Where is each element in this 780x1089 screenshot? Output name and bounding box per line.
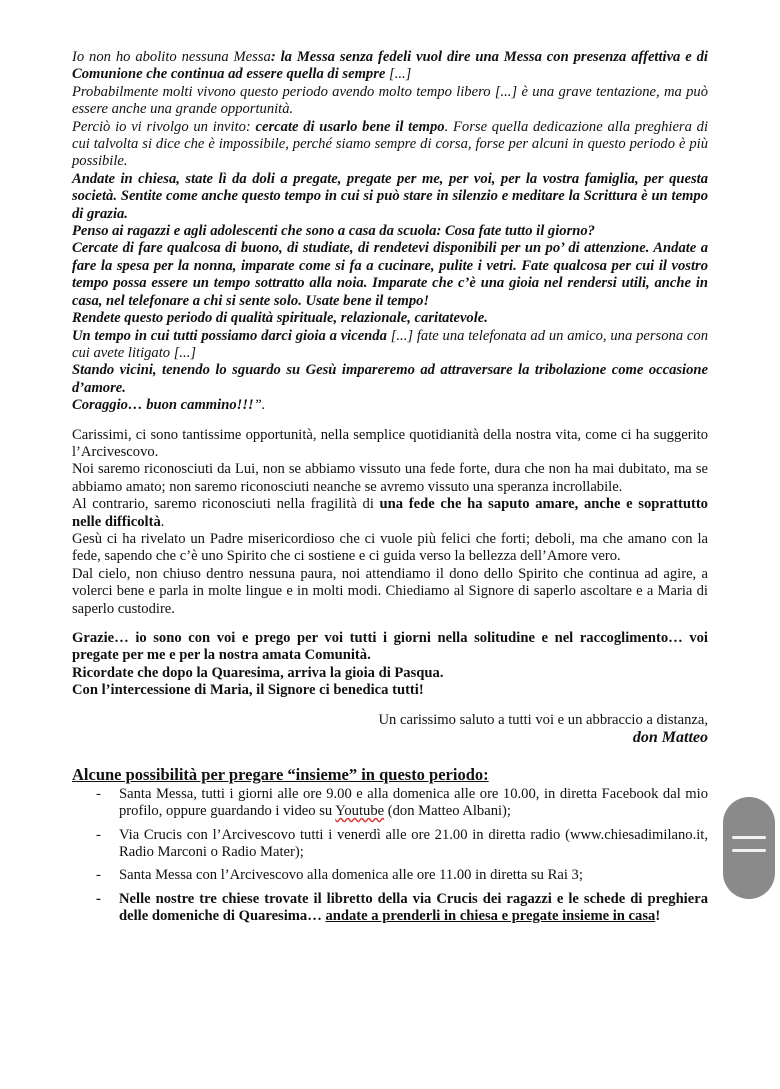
body-text-bold: una fede che ha saputo amare, anche e soprattutto nelle difficoltà [72,496,708,530]
scroll-handle[interactable] [723,797,775,899]
spacer [72,700,708,712]
body-paragraph-1: Carissimi, ci sono tantissime opportunità, nella semplice quotidianità della nostra vita, come ci ha suggerito l’Arcivescovo. [72,426,708,460]
quote-text: [...] fate una telefonata ad un amico, una persona con cui avete litigato [...] [72,327,709,361]
list-item-text: Santa Messa, tutti i giorni alle ore 9.00 e alla domenica alle ore 10.00, in diretta Facebook dal mio profilo, oppure guardando i video su [119,785,708,820]
document-page [72,49,708,932]
list-dash: - [96,867,101,884]
quote-text: ”. [253,397,266,414]
spacer [72,415,708,427]
list-item-text: (don Matteo Albani); [384,803,511,820]
list-item-text: Nelle nostre tre chiese trovate il libretto della via Crucis dei ragazzi e le schede di preghiera delle domeniche di Quaresima… [119,890,708,925]
list-item-text: Via Crucis con l’Arcivescovo tutti i venerdì alle ore 21.00 in diretta radio (www.chiesadimilano.it, Radio Marconi o Radio Mater); [119,826,708,861]
list-item-text: andate a prenderli in chiesa e pregate insieme in casa [325,908,656,925]
quote-paragraph-4: Andate in chiesa, state lì da doli a pregate, pregate per me, per voi, per la vostra famiglia, per questa società. Sentite come anche questo tempo in cui si può stare in silenzio e meditare la Scrittura è un tempo di grazia. [72,170,708,222]
quote-paragraph-8 [72,328,708,363]
quote-paragraph-6: Cercate di fare qualcosa di buono, di studiate, di rendetevi disponibili per un po’ di attenzione. Andate a fare la spesa per la nonna, imparate come si fa a cucinare, pulite i vetri. Fate qualcosa per cui il vostro tempo possa essere un tempo sottratto alla noia. Imparate che c’è una gioia nel rendersi utili, anche in casa, nel telefonare a chi si sente solo. Usate bene il tempo! [72,240,708,309]
signature: don Matteo [632,729,708,747]
closing-paragraph-2: Ricordate che dopo la Quaresima, arriva la gioia di Pasqua. [72,664,444,681]
quote-paragraph-5: Penso ai ragazzi e agli adolescenti che sono a casa da scuola: Cosa fate tutto il giorno? [72,223,595,240]
body-text: . [160,513,165,530]
quote-text-bold: Un tempo in cui tutti possiamo darci gioia a vicenda [72,327,387,344]
list-item-text: Youtube [335,803,385,820]
quote-text: [...] [385,66,412,83]
list-item [72,786,708,821]
list-item [72,827,708,862]
body-paragraph-3 [72,496,708,531]
body-paragraph-4: Gesù ci ha rivelato un Padre misericordioso che ci vuole più felici che forti; deboli, ma che amano con la fede, sapendo che c’è uno Spirito che ci sostiene e ci guida verso la bellezza dell’Amore vero. [72,530,708,565]
greeting: Un carissimo saluto a tutti voi e un abbraccio a distanza, [378,711,708,728]
menu-line-icon [732,849,766,852]
quote-text-bold: cercate di usarlo bene il tempo [255,118,445,135]
list-item [72,867,708,884]
menu-line-icon [732,836,766,839]
body-text: Al contrario, saremo riconosciuti nella fragilità di [72,496,380,513]
prayer-options-list [72,786,708,926]
list-dash: - [96,890,101,907]
quote-text: . Forse quella dedicazione alla preghiera di cui talvolta si dice che è impossibile, perché siamo sempre di corsa, forse per alcuni in questo periodo è più possibile. [72,118,708,170]
quote-paragraph-1 [72,49,708,84]
list-dash: - [96,785,101,802]
quote-text: Io non ho abolito nessuna Messa [72,49,271,65]
quote-text-bold: Coraggio… buon cammino!!! [72,397,254,414]
list-item [72,891,708,926]
quote-text-bold: : la Messa senza fedeli vuol dire una Messa con presenza affettiva e di Comunione che continua ad essere quella di sempre [72,49,708,83]
closing-paragraph-3: Con l’intercessione di Maria, il Signore ci benedica tutti! [72,682,424,699]
spacer [72,618,708,630]
quote-paragraph-3 [72,119,708,171]
quote-paragraph-10 [72,397,708,414]
quote-paragraph-2: Probabilmente molti vivono questo periodo avendo molto tempo libero [...] è una grave tentazione, ma può essere anche una grande opportunità. [72,83,708,118]
quote-text: Perciò io vi rivolgo un invito: [72,118,256,135]
body-paragraph-5: Dal cielo, non chiuso dentro nessuna paura, noi attendiamo il dono dello Spirito che continua ad agire, a volerci bene e parla in molte lingue e in molti modi. Chiediamo al Signore di saperlo ascoltare e a Maria di saperlo custodire. [72,565,708,617]
body-paragraph-2: Noi saremo riconosciuti da Lui, non se abbiamo vissuto una fede forte, dura che non ha mai dubitato, ma se abbiamo amato; non saremo riconosciuti neanche se avremo vissuto una speranza incrollabile. [72,461,708,495]
section-heading: Alcune possibilità per pregare “insieme” in questo periodo: [72,765,489,785]
list-dash: - [96,826,101,843]
spacer [72,746,708,766]
quote-paragraph-7: Rendete questo periodo di qualità spirituale, relazionale, caritatevole. [72,310,488,327]
list-item-text: ! [655,908,661,925]
quote-paragraph-9: Stando vicini, tenendo lo sguardo su Gesù impareremo ad attraversare la tribolazione come occasione d’amore. [72,362,708,396]
list-item-text: Santa Messa con l’Arcivescovo alla domenica alle ore 11.00 in diretta su Rai 3; [119,867,583,884]
closing-paragraph-1: Grazie… io sono con voi e prego per voi tutti i giorni nella solitudine e nel raccoglimento… voi pregate per me e per la nostra amata Comunità. [72,630,708,664]
